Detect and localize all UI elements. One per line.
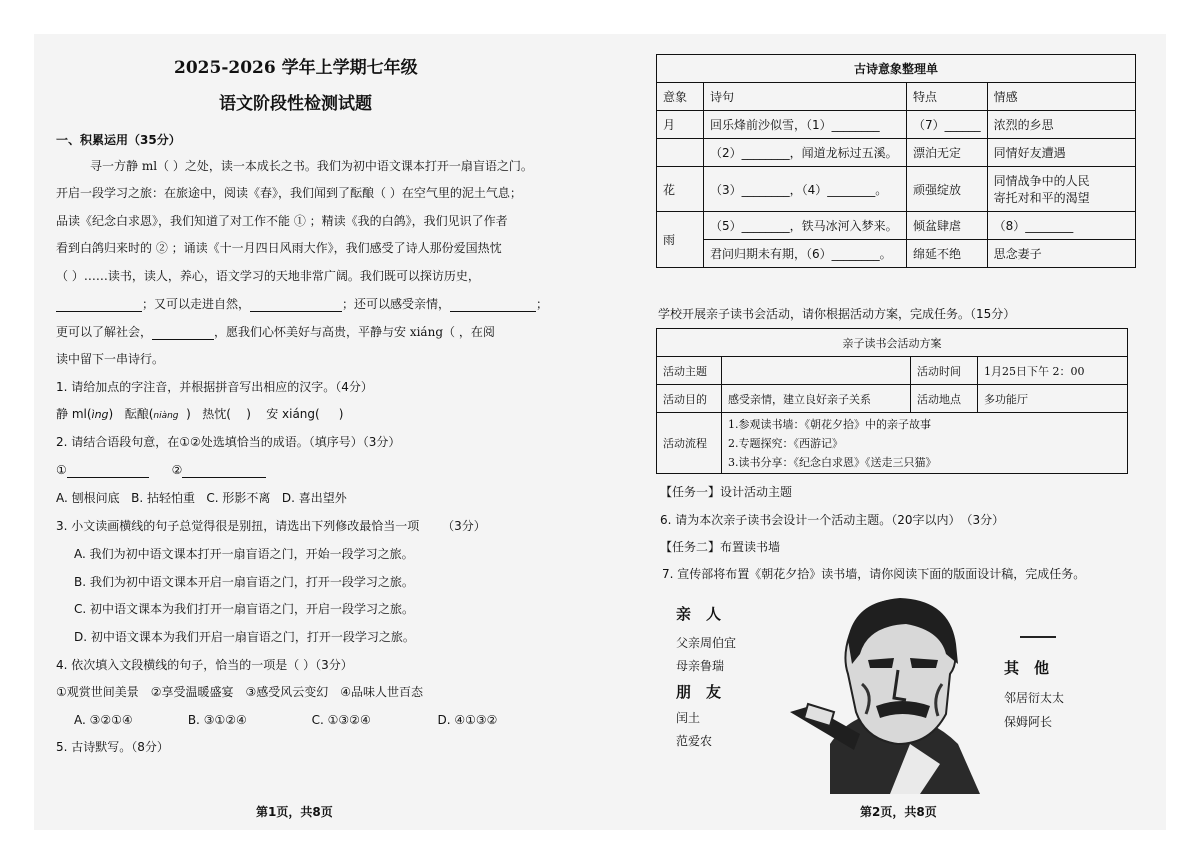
answer-blank[interactable] [56,298,142,312]
option-c: C. 形影不离 [206,491,271,505]
column-header: 特点 [907,83,988,111]
handwritten-answer[interactable]: ìng [91,408,109,421]
page-footer: 第2页，共8页 [860,805,937,819]
passage-line-2: 开启一段学习之旅：在旅途中，阅读《春》，我们闻到了酝酿（ ）在空气里的泥土气息； [56,186,522,200]
cell-verse[interactable]: （2）________，闻道龙标过五溪。 [704,139,907,167]
theme-value[interactable] [722,357,911,385]
q3-option-b: B. 我们为初中语文课本开启一扇盲语之门，打开一段学习之旅。 [74,575,414,589]
q1-item: 酝酿( [124,407,154,421]
q1-item: 热忱( [202,407,231,421]
question-2-options [56,490,347,506]
passage-line-1: 寻一方静 ml（ ）之处，读一本成长之书。我们为初中语文课本打开一扇盲语之门。 [90,159,533,173]
passage-line-8: 读中留下一串诗行。 [56,352,165,366]
cell-emotion: 浓烈的乡思 [987,111,1135,139]
table-title: 亲子读书会活动方案 [657,329,1128,357]
row-label: 活动时间 [911,357,978,385]
table-row [657,111,1136,139]
answer-blank[interactable] [67,464,149,478]
row-label: 活动流程 [657,413,722,474]
handwritten-answer[interactable]: niàng [153,411,179,421]
question-4-items: ①观赏世间美景 ②享受温暖盛宴 ③感受风云变幻 ④品味人世百态 [56,685,424,699]
emotion-line: 寄托对和平的渴望 [993,191,1090,205]
exam-title-line2: 语文阶段性检测试题 [219,94,372,114]
passage-fragment: 更可以了解社会， [56,325,153,339]
passage-fragment: ；还可以感受亲情， [342,297,451,311]
q1-item: ) [246,407,251,421]
question-2: 2. 请结合语段句意，在①②处选填恰当的成语。（填序号）（3分） [56,435,401,449]
passage-line-4: 看到白鸽归来时的 ② ；诵读《十一月四日风雨大作》，我们感受了诗人那份爱国热忱 [56,241,502,255]
purpose-value: 感受亲情，建立良好亲子关系 [722,385,911,413]
blank-label: ① [56,463,67,477]
question-1: 1. 请给加点的字注音，并根据拼音写出相应的汉字。（4分） [56,380,373,394]
table-row [657,167,1136,212]
passage-fragment: ；又可以走进自然， [142,297,251,311]
wall-divider [1020,636,1056,638]
page-footer: 第1页，共8页 [256,805,333,819]
cell-image [657,139,704,167]
wall-other: 邻居衍太太 [1004,691,1065,705]
blank-label: ② [171,463,183,477]
activity-intro: 学校开展亲子读书会活动，请你根据活动方案，完成任务。（15分） [658,307,1016,321]
question-4: 4. 依次填入文段横线的句子，恰当的一项是（ ）（3分） [56,658,353,672]
process-step: 2.专题探究：《西游记》 [728,436,843,450]
cell-emotion: 思念妻子 [987,240,1135,268]
cell-feature: 倾盆肆虐 [907,212,988,240]
process-list [722,413,1128,474]
option-d: D. ④①③② [437,713,498,727]
wall-relatives-title: 亲 人 [676,605,722,623]
process-step: 3.读书分享：《纪念白求恩》《送走三只猫》 [728,455,937,469]
section-heading: 一、积累运用（35分） [56,133,181,147]
q3-option-d: D. 初中语文课本为我们开启一扇盲语之门，打开一段学习之旅。 [74,630,415,644]
column-header: 意象 [657,83,704,111]
question-2-blanks [56,462,266,478]
poem-imagery-table [656,54,1136,268]
passage-line-7 [56,324,495,340]
question-7: 7. 宣传部将布置《朝花夕拾》读书墙，请你阅读下面的版面设计稿，完成任务。 [662,567,1086,581]
task-2-heading: 【任务二】布置读书墙 [660,540,781,554]
exam-title-line1: 2025-2026 学年上学期七年级 [174,58,418,78]
cell-emotion [987,167,1135,212]
passage-line-6 [56,296,548,312]
q1-item: 安 xiáng( [266,407,320,421]
cell-image: 雨 [657,212,704,268]
cell-feature: 绵延不绝 [907,240,988,268]
cell-feature: 顽强绽放 [907,167,988,212]
wall-friend: 范爱农 [676,734,713,748]
cell-emotion[interactable]: （8）________ [987,212,1135,240]
wall-others-title: 其 他 [1004,659,1050,677]
emotion-line: 同情战争中的人民 [993,174,1090,188]
wall-relative: 父亲周伯宜 [676,636,737,650]
cell-verse[interactable]: （3）________，（4）________。 [704,167,907,212]
answer-blank[interactable] [450,298,536,312]
column-header: 情感 [987,83,1135,111]
row-label: 活动目的 [657,385,722,413]
passage-line-3: 品读《纪念白求恩》，我们知道了对工作不能 ① ；精读《我的白鸽》，我们见识了作者 [56,214,508,228]
place-value: 多功能厅 [978,385,1128,413]
cell-feature[interactable]: （7）______ [907,111,988,139]
answer-blank[interactable] [152,326,214,340]
answer-blank[interactable] [250,298,342,312]
process-step: 1.参观读书墙：《朝花夕拾》中的亲子故事 [728,417,931,431]
q3-option-c: C. 初中语文课本为我们打开一扇盲语之门，开启一段学习之旅。 [74,602,415,616]
table-row [657,139,1136,167]
cell-verse[interactable]: （5）________，铁马冰河入梦来。 [704,212,907,240]
wall-relative: 母亲鲁瑞 [676,659,725,673]
q1-item: ) [108,407,114,421]
task-1-heading: 【任务一】设计活动主题 [660,485,793,499]
wall-friend: 闰土 [676,711,701,725]
q3-score: （3分） [442,519,486,533]
q1-item: ) [186,407,191,421]
q3-option-a: A. 我们为初中语文课本打开一扇盲语之门，开始一段学习之旅。 [74,547,414,561]
wall-friends-title: 朋 友 [676,683,722,701]
answer-blank[interactable] [182,464,266,478]
passage-fragment: ，愿我们心怀美好与高贵，平静与安 xiáng（ ，在阅 [214,325,495,339]
row-label: 活动主题 [657,357,722,385]
question-6: 6. 请为本次亲子读书会设计一个活动主题。（20字以内） （3分） [660,513,1005,527]
page-1 [34,34,600,830]
question-4-options [74,712,497,728]
q3-text: 3. 小文读画横线的句子总觉得很是别扭，请选出下列修改最恰当一项 [56,519,420,533]
q1-item: 静 ml( [56,407,92,421]
option-a: A. 刨根问底 [56,491,120,505]
option-b: B. ③①②④ [187,713,247,727]
question-3 [56,518,486,534]
cell-feature: 漂泊无定 [907,139,988,167]
activity-plan-table [656,328,1128,474]
option-d: D. 喜出望外 [281,491,347,505]
option-c: C. ①③②④ [311,713,371,727]
passage-line-5: （ ）……读书，读人，养心，语文学习的天地非常广阔。我们既可以探访历史， [56,269,480,283]
table-row [657,240,1136,268]
time-value: 1月25日下午 2：00 [978,357,1128,385]
option-a: A. ③②①④ [74,713,133,727]
column-header: 诗句 [704,83,907,111]
cell-image: 花 [657,167,704,212]
cell-image: 月 [657,111,704,139]
table-row [657,212,1136,240]
cell-verse[interactable]: 君问归期未有期，（6）________。 [704,240,907,268]
exam-sheet [34,34,1166,830]
wall-other: 保姆阿长 [1004,715,1053,729]
q1-item: ) [338,407,344,421]
cell-verse[interactable]: 回乐烽前沙似雪，（1）________ [704,111,907,139]
question-5: 5. 古诗默写。（8分） [56,740,169,754]
passage-fragment: ； [536,297,549,311]
lu-xun-portrait [790,594,990,794]
row-label: 活动地点 [911,385,978,413]
cell-emotion: 同情好友遭遇 [987,139,1135,167]
table-title: 古诗意象整理单 [657,55,1136,83]
question-1-answers [56,406,343,424]
option-b: B. 拈轻怕重 [131,491,195,505]
